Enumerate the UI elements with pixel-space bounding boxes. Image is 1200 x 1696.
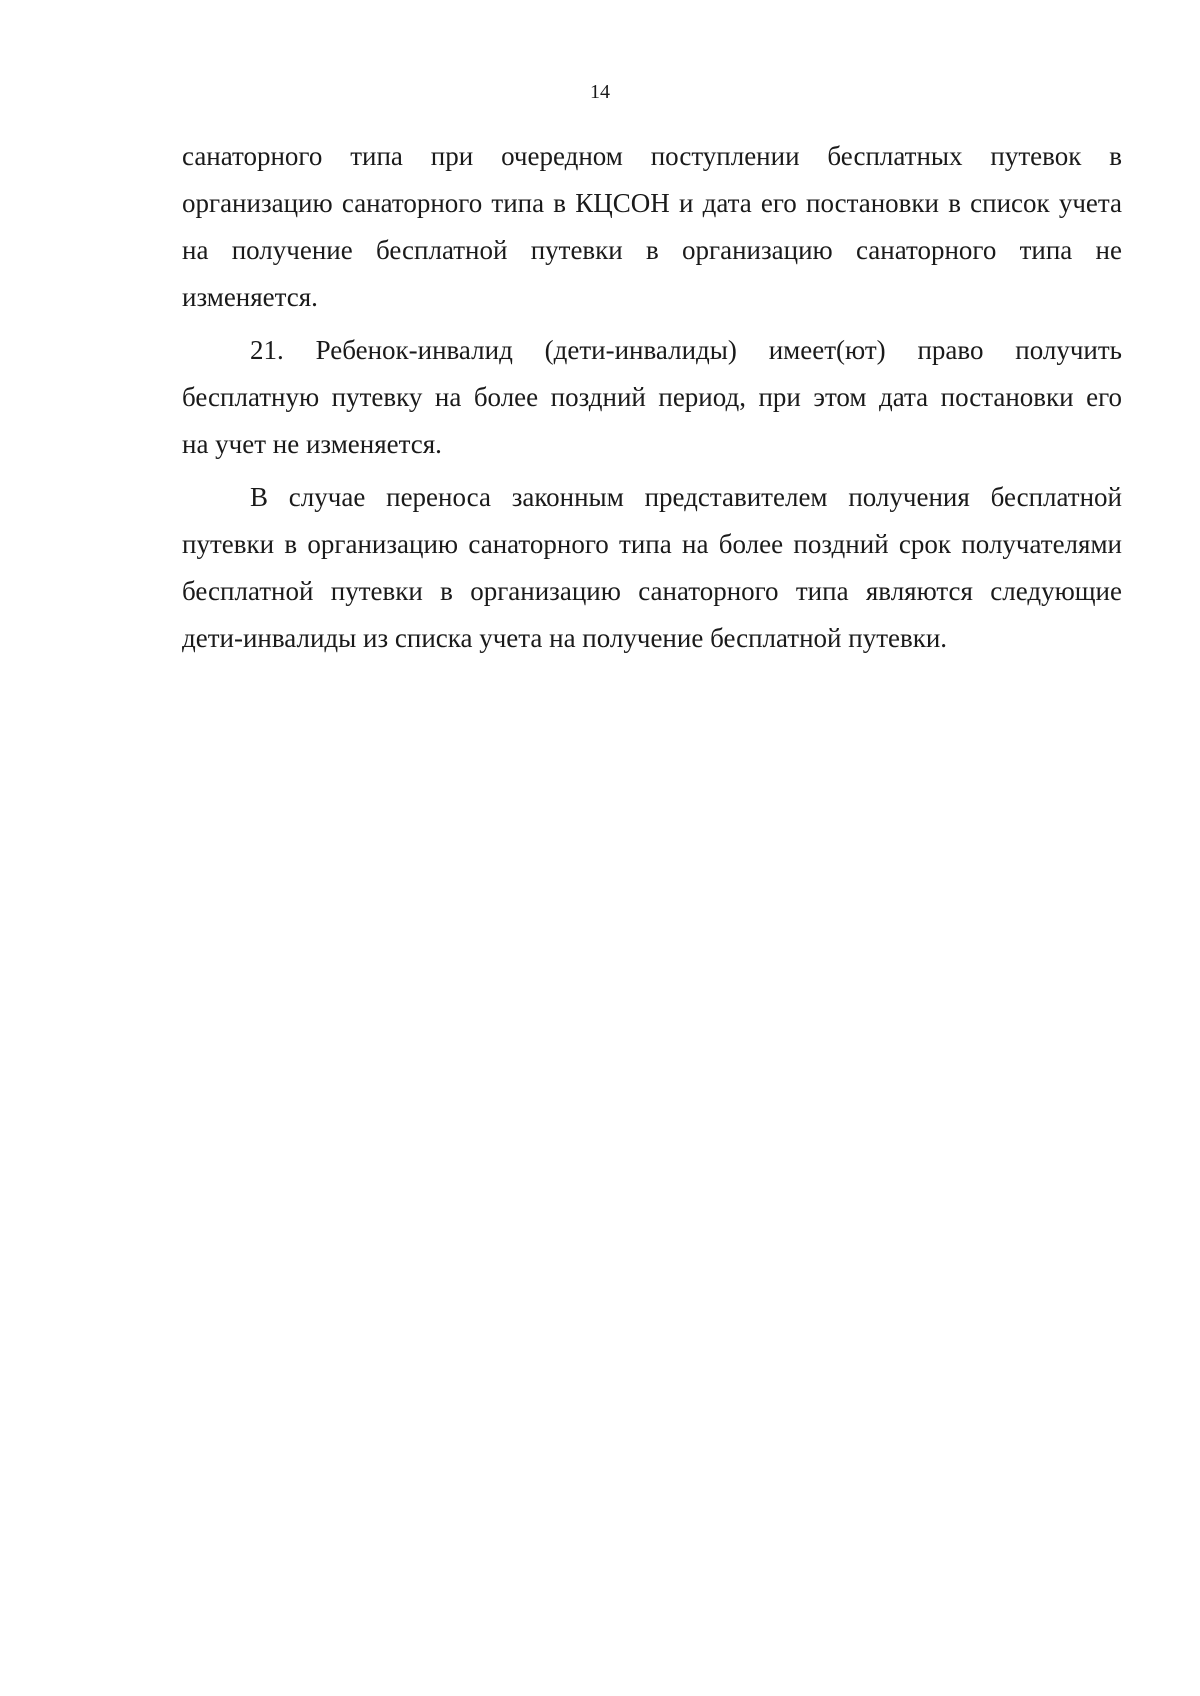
text-line: изменяется. (182, 282, 318, 312)
paragraph-continuation (182, 133, 1122, 321)
text-line: дети-инвалиды из списка учета на получение бесплатной путевки. (182, 623, 948, 653)
document-body (182, 133, 1122, 662)
paragraph-item-21 (182, 327, 1122, 468)
text-line: бесплатную путевку на более поздний период, при этом дата постановки его (182, 382, 1122, 412)
text-line: санаторного типа при очередном поступлении бесплатных путевок в (182, 141, 1122, 171)
text-line: путевки в организацию санаторного типа на более поздний срок получателями (182, 529, 1122, 559)
text-line: на учет не изменяется. (182, 429, 442, 459)
page-number: 14 (590, 81, 610, 103)
text-line: организацию санаторного типа в КЦСОН и дата его постановки в список учета (182, 188, 1122, 218)
text-line: бесплатной путевки в организацию санаторного типа являются следующие (182, 576, 1122, 606)
text-line: на получение бесплатной путевки в организацию санаторного типа не (182, 235, 1122, 265)
text-line: 21. Ребенок-инвалид (дети-инвалиды) имеет(ют) право получить (250, 335, 1122, 365)
text-line: В случае переноса законным представителем получения бесплатной (250, 482, 1122, 512)
paragraph-transfer-case (182, 474, 1122, 662)
